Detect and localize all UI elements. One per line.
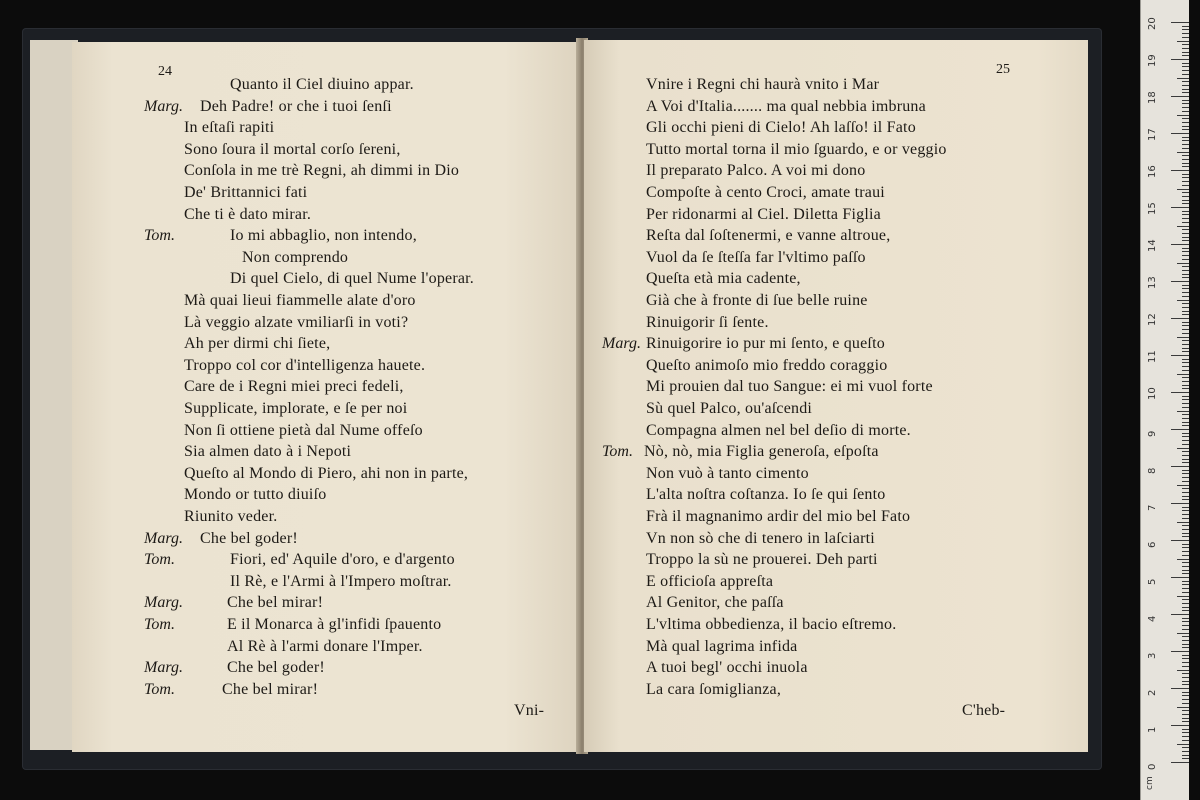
- ruler-minor-tick: [1182, 647, 1189, 648]
- speaker-label: Tom.: [144, 616, 175, 633]
- ruler-minor-tick: [1182, 314, 1189, 315]
- ruler-minor-tick: [1182, 729, 1189, 730]
- verse-line: Non comprendo: [242, 248, 349, 266]
- ruler-minor-tick: [1182, 451, 1189, 452]
- ruler-minor-tick: [1182, 536, 1189, 537]
- ruler-minor-tick: [1182, 666, 1189, 667]
- ruler-minor-tick: [1182, 547, 1189, 548]
- ruler-minor-tick: [1182, 377, 1189, 378]
- ruler-minor-tick: [1182, 52, 1189, 53]
- ruler-minor-tick: [1182, 325, 1189, 326]
- ruler-minor-tick: [1182, 544, 1189, 545]
- verse-line: Per ridonarmi al Ciel. Diletta Figlia: [646, 205, 881, 223]
- speaker-label: Marg.: [144, 659, 183, 677]
- ruler-minor-tick: [1182, 126, 1189, 127]
- ruler-minor-tick: [1182, 581, 1189, 582]
- left-page-number: 24: [158, 64, 172, 79]
- ruler-minor-tick: [1182, 307, 1189, 308]
- ruler-minor-tick: [1177, 559, 1189, 560]
- verse-line: Queſto animoſo mio freddo coraggio: [646, 356, 888, 374]
- ruler-tick: [1171, 133, 1189, 134]
- ruler-minor-tick: [1182, 63, 1189, 64]
- verse-line: Sono ſoura il mortal corſo ſereni,: [184, 140, 401, 158]
- ruler-minor-tick: [1177, 115, 1189, 116]
- ruler-label: 2: [1147, 689, 1158, 696]
- ruler-minor-tick: [1182, 181, 1189, 182]
- speaker-label: Marg.: [144, 97, 183, 115]
- ruler-minor-tick: [1182, 107, 1189, 108]
- ruler-minor-tick: [1182, 33, 1189, 34]
- ruler-minor-tick: [1182, 640, 1189, 641]
- ruler-minor-tick: [1182, 755, 1189, 756]
- ruler-minor-tick: [1182, 166, 1189, 167]
- ruler-minor-tick: [1182, 137, 1189, 138]
- ruler-minor-tick: [1182, 311, 1189, 312]
- ruler-minor-tick: [1182, 200, 1189, 201]
- ruler-minor-tick: [1177, 411, 1189, 412]
- ruler-minor-tick: [1182, 492, 1189, 493]
- ruler-minor-tick: [1182, 240, 1189, 241]
- verse-line: Quanto il Ciel diuino appar.: [230, 76, 414, 93]
- ruler-minor-tick: [1182, 48, 1189, 49]
- ruler-minor-tick: [1182, 684, 1189, 685]
- ruler-label: 13: [1147, 276, 1158, 289]
- right-catchword: C'heb-: [962, 702, 1006, 719]
- verse-line: Che bel goder!: [200, 529, 298, 547]
- ruler-minor-tick: [1182, 359, 1189, 360]
- ruler-label: 17: [1147, 128, 1158, 141]
- verse-line: De' Brittannici fati: [184, 184, 308, 201]
- ruler-minor-tick: [1182, 388, 1189, 389]
- ruler-label: 20: [1147, 17, 1158, 30]
- ruler-minor-tick: [1182, 118, 1189, 119]
- speaker-label: Tom.: [144, 551, 175, 569]
- verse-line: Mà quai lieui fiammelle alate d'oro: [184, 292, 416, 309]
- ruler-label: 12: [1147, 313, 1158, 326]
- verse-line: Non vuò à tanto cimento: [646, 464, 809, 482]
- verse-line: E il Monarca à gl'infidi ſpauento: [227, 616, 442, 633]
- ruler-minor-tick: [1182, 599, 1189, 600]
- ruler-minor-tick: [1182, 459, 1189, 460]
- ruler-minor-tick: [1182, 159, 1189, 160]
- verse-line: Tutto mortal torna il mio ſguardo, e or veggio: [646, 140, 947, 158]
- ruler-minor-tick: [1177, 522, 1189, 523]
- verse-line: Queſta età mia cadente,: [646, 270, 801, 288]
- verse-line: Il preparato Palco. A voi mi dono: [646, 162, 866, 180]
- ruler-minor-tick: [1182, 677, 1189, 678]
- verse-line: Già che à fronte di ſue belle ruine: [646, 292, 868, 309]
- ruler-minor-tick: [1182, 562, 1189, 563]
- ruler-minor-tick: [1177, 448, 1189, 449]
- ruler-minor-tick: [1182, 673, 1189, 674]
- speaker-label: Tom.: [144, 680, 175, 698]
- ruler-minor-tick: [1182, 340, 1189, 341]
- ruler-minor-tick: [1182, 573, 1189, 574]
- ruler-minor-tick: [1182, 636, 1189, 637]
- speaker-label: Marg.: [144, 594, 183, 612]
- ruler-tick: [1171, 244, 1189, 245]
- ruler-minor-tick: [1182, 140, 1189, 141]
- verse-line: Frà il magnanimo ardir del mio bel Fato: [646, 508, 911, 525]
- ruler-minor-tick: [1182, 403, 1189, 404]
- ruler-minor-tick: [1182, 621, 1189, 622]
- verse-line: Al Rè à l'armi donare l'Imper.: [227, 637, 423, 655]
- ruler-minor-tick: [1182, 55, 1189, 56]
- ruler-tick: [1171, 540, 1189, 541]
- ruler-minor-tick: [1182, 714, 1189, 715]
- left-page: [72, 42, 580, 752]
- ruler-tick: [1171, 281, 1189, 282]
- ruler-minor-tick: [1182, 381, 1189, 382]
- verse-line: E officioſa appreſta: [646, 572, 774, 590]
- ruler-minor-tick: [1182, 592, 1189, 593]
- ruler-minor-tick: [1182, 425, 1189, 426]
- ruler-label: 0: [1147, 763, 1158, 770]
- ruler-minor-tick: [1182, 266, 1189, 267]
- verse-line: Il Rè, e l'Armi à l'Impero moſtrar.: [230, 572, 452, 590]
- ruler-label: 10: [1147, 387, 1158, 400]
- verse-line: Vuol da ſe ſteſſa far l'vltimo paſſo: [646, 248, 866, 266]
- ruler-tick: [1171, 22, 1189, 23]
- ruler-minor-tick: [1182, 699, 1189, 700]
- ruler-label: 8: [1147, 467, 1158, 474]
- ruler-minor-tick: [1182, 584, 1189, 585]
- ruler-minor-tick: [1182, 507, 1189, 508]
- ruler-minor-tick: [1182, 570, 1189, 571]
- verse-line: In eſtaſi rapiti: [184, 119, 275, 137]
- ruler-minor-tick: [1182, 144, 1189, 145]
- ruler-minor-tick: [1182, 255, 1189, 256]
- ruler-minor-tick: [1182, 399, 1189, 400]
- ruler-minor-tick: [1182, 703, 1189, 704]
- ruler-minor-tick: [1182, 529, 1189, 530]
- ruler-minor-tick: [1182, 218, 1189, 219]
- ruler-minor-tick: [1182, 436, 1189, 437]
- ruler-minor-tick: [1182, 122, 1189, 123]
- ruler-minor-tick: [1182, 229, 1189, 230]
- ruler-minor-tick: [1182, 203, 1189, 204]
- ruler-minor-tick: [1182, 655, 1189, 656]
- verse-line: Care de i Regni miei preci fedeli,: [184, 378, 404, 396]
- ruler-minor-tick: [1177, 744, 1189, 745]
- speaker-label: Tom.: [144, 227, 175, 245]
- ruler-tick: [1171, 688, 1189, 689]
- ruler-minor-tick: [1182, 658, 1189, 659]
- verse-line: Conſola in me trè Regni, ah dimmi in Dio: [184, 162, 460, 180]
- ruler-minor-tick: [1177, 485, 1189, 486]
- verse-line: L'vltima obbedienza, il bacio eſtremo.: [646, 616, 897, 633]
- left-catchword: Vni-: [514, 702, 545, 719]
- ruler-minor-tick: [1182, 285, 1189, 286]
- ruler-minor-tick: [1182, 348, 1189, 349]
- verse-line: Nò, nò, mia Figlia generoſa, eſpoſta: [644, 443, 879, 461]
- ruler-minor-tick: [1182, 92, 1189, 93]
- ruler-minor-tick: [1182, 473, 1189, 474]
- verse-line: A Voi d'Italia....... ma qual nebbia imbruna: [646, 97, 926, 115]
- ruler-label: 6: [1147, 541, 1158, 548]
- ruler-minor-tick: [1182, 148, 1189, 149]
- ruler-minor-tick: [1177, 189, 1189, 190]
- ruler-minor-tick: [1182, 588, 1189, 589]
- ruler-minor-tick: [1177, 337, 1189, 338]
- speaker-label: Tom.: [602, 443, 633, 461]
- verse-line: L'alta noſtra coſtanza. Io ſe qui ſento: [646, 486, 886, 504]
- verse-line: Di quel Cielo, di quel Nume l'operar.: [230, 270, 475, 288]
- ruler-minor-tick: [1182, 362, 1189, 363]
- speaker-label: Marg.: [144, 529, 183, 547]
- verse-line: A tuoi begl' occhi inuola: [646, 659, 808, 677]
- ruler-minor-tick: [1182, 718, 1189, 719]
- ruler-minor-tick: [1182, 155, 1189, 156]
- ruler-minor-tick: [1182, 274, 1189, 275]
- right-page-number: 25: [996, 62, 1010, 77]
- ruler-minor-tick: [1182, 66, 1189, 67]
- ruler-label: 16: [1147, 165, 1158, 178]
- ruler-minor-tick: [1182, 214, 1189, 215]
- ruler-minor-tick: [1182, 351, 1189, 352]
- verse-line: Vn non sò che di tenero in laſciarti: [646, 529, 875, 547]
- verse-line: Riunito veder.: [184, 508, 278, 525]
- verse-line: Rinuigorire io pur mi ſento, e queſto: [646, 335, 885, 353]
- ruler-minor-tick: [1182, 85, 1189, 86]
- verse-line: Queſto al Mondo di Piero, ahi non in parte,: [184, 464, 469, 482]
- ruler-tick: [1171, 762, 1189, 763]
- ruler-tick: [1171, 170, 1189, 171]
- ruler-minor-tick: [1182, 618, 1189, 619]
- ruler-minor-tick: [1182, 29, 1189, 30]
- ruler-minor-tick: [1182, 237, 1189, 238]
- ruler-minor-tick: [1177, 633, 1189, 634]
- ruler-minor-tick: [1182, 292, 1189, 293]
- ruler-minor-tick: [1182, 758, 1189, 759]
- ruler-minor-tick: [1182, 499, 1189, 500]
- verse-line: Che bel mirar!: [227, 594, 324, 612]
- ruler-minor-tick: [1182, 603, 1189, 604]
- ruler-minor-tick: [1182, 695, 1189, 696]
- ruler-minor-tick: [1182, 692, 1189, 693]
- ruler-minor-tick: [1182, 303, 1189, 304]
- ruler-minor-tick: [1182, 488, 1189, 489]
- ruler-minor-tick: [1182, 407, 1189, 408]
- ruler-minor-tick: [1182, 455, 1189, 456]
- verse-line: Non ſi ottiene pietà dal Nume offeſo: [184, 421, 423, 439]
- ruler-minor-tick: [1182, 233, 1189, 234]
- ruler-minor-tick: [1182, 496, 1189, 497]
- ruler-minor-tick: [1182, 732, 1189, 733]
- ruler-label: 9: [1147, 430, 1158, 437]
- ruler-minor-tick: [1182, 26, 1189, 27]
- ruler-minor-tick: [1182, 625, 1189, 626]
- ruler-label: 15: [1147, 202, 1158, 215]
- ruler-tick: [1171, 96, 1189, 97]
- ruler-minor-tick: [1182, 518, 1189, 519]
- verse-line: Supplicate, implorate, e ſe per noi: [184, 400, 408, 417]
- verse-line: Mà qual lagrima infida: [646, 637, 798, 655]
- verse-line: Sia almen dato à i Nepoti: [184, 443, 352, 461]
- ruler-minor-tick: [1182, 555, 1189, 556]
- ruler-tick: [1171, 392, 1189, 393]
- ruler-tick: [1171, 651, 1189, 652]
- ruler-minor-tick: [1182, 525, 1189, 526]
- verse-line: Che ti è dato mirar.: [184, 205, 312, 223]
- ruler-minor-tick: [1182, 610, 1189, 611]
- verse-line: Che bel goder!: [227, 659, 325, 677]
- verse-line: Fiori, ed' Aquile d'oro, e d'argento: [230, 551, 455, 569]
- verse-line: Troppo la sù ne prouerei. Deh parti: [646, 551, 878, 569]
- ruler-tick: [1171, 725, 1189, 726]
- ruler-label: 11: [1147, 350, 1158, 363]
- ruler-label: 14: [1147, 239, 1158, 252]
- ruler-label: 1: [1147, 726, 1158, 733]
- ruler-minor-tick: [1182, 248, 1189, 249]
- ruler-minor-tick: [1177, 707, 1189, 708]
- ruler-minor-tick: [1182, 422, 1189, 423]
- ruler-minor-tick: [1182, 747, 1189, 748]
- verse-line: La cara ſomiglianza,: [646, 680, 782, 698]
- ruler-minor-tick: [1177, 78, 1189, 79]
- right-page: [584, 40, 1088, 752]
- ruler-label: 3: [1147, 652, 1158, 659]
- verse-line: Gli occhi pieni di Cielo! Ah laſſo! il Fato: [646, 119, 916, 137]
- ruler-minor-tick: [1182, 103, 1189, 104]
- ruler-minor-tick: [1182, 89, 1189, 90]
- verse-line: Compoſte à cento Croci, amate traui: [646, 184, 885, 201]
- verse-line: Al Genitor, che paſſa: [646, 594, 784, 612]
- ruler-minor-tick: [1182, 322, 1189, 323]
- ruler-tick: [1171, 59, 1189, 60]
- ruler-tick: [1171, 318, 1189, 319]
- ruler-minor-tick: [1182, 177, 1189, 178]
- verse-line: Troppo col cor d'intelligenza hauete.: [184, 356, 426, 374]
- ruler-minor-tick: [1182, 481, 1189, 482]
- ruler-tick: [1171, 577, 1189, 578]
- ruler-minor-tick: [1182, 470, 1189, 471]
- verse-line: Reſta dal ſoſtenermi, e vanne altroue,: [646, 227, 891, 245]
- ruler-minor-tick: [1182, 751, 1189, 752]
- ruler-minor-tick: [1182, 344, 1189, 345]
- ruler-minor-tick: [1182, 111, 1189, 112]
- ruler-minor-tick: [1182, 370, 1189, 371]
- ruler-minor-tick: [1182, 288, 1189, 289]
- ruler-minor-tick: [1182, 100, 1189, 101]
- ruler-label: 5: [1147, 578, 1158, 585]
- ruler-minor-tick: [1182, 70, 1189, 71]
- ruler-minor-tick: [1177, 41, 1189, 42]
- ruler-minor-tick: [1182, 566, 1189, 567]
- ruler-minor-tick: [1182, 211, 1189, 212]
- ruler-minor-tick: [1182, 414, 1189, 415]
- verse-line: Mondo or tutto diuiſo: [184, 486, 327, 504]
- verse-line: Compagna almen nel bel deſio di morte.: [646, 421, 911, 439]
- ruler-minor-tick: [1182, 296, 1189, 297]
- ruler-label: 7: [1147, 504, 1158, 511]
- ruler-minor-tick: [1177, 596, 1189, 597]
- ruler-minor-tick: [1182, 74, 1189, 75]
- ruler-minor-tick: [1182, 329, 1189, 330]
- ruler-minor-tick: [1182, 740, 1189, 741]
- ruler-minor-tick: [1182, 37, 1189, 38]
- ruler-minor-tick: [1182, 533, 1189, 534]
- ruler-minor-tick: [1182, 174, 1189, 175]
- ruler-minor-tick: [1182, 681, 1189, 682]
- ruler-minor-tick: [1182, 333, 1189, 334]
- verse-line: Ah per dirmi chi ſiete,: [184, 335, 331, 353]
- ruler-minor-tick: [1182, 736, 1189, 737]
- ruler-minor-tick: [1182, 385, 1189, 386]
- ruler-tick: [1171, 429, 1189, 430]
- verse-line: Vnire i Regni chi haurà vnito i Mar: [646, 76, 880, 93]
- speaker-label: Marg.: [602, 335, 641, 353]
- ruler-minor-tick: [1182, 251, 1189, 252]
- ruler-tick: [1171, 355, 1189, 356]
- measuring-ruler: [1140, 0, 1189, 800]
- ruler-minor-tick: [1182, 551, 1189, 552]
- verse-line: Mi prouien dal tuo Sangue: ei mi vuol forte: [646, 378, 933, 396]
- ruler-minor-tick: [1177, 226, 1189, 227]
- ruler-tick: [1171, 207, 1189, 208]
- page-edge-stack: [30, 40, 78, 750]
- ruler-minor-tick: [1182, 629, 1189, 630]
- ruler-label: 4: [1147, 615, 1158, 622]
- ruler-minor-tick: [1182, 259, 1189, 260]
- ruler-minor-tick: [1177, 263, 1189, 264]
- ruler-minor-tick: [1177, 374, 1189, 375]
- ruler-minor-tick: [1182, 607, 1189, 608]
- ruler-minor-tick: [1182, 129, 1189, 130]
- verse-line: Io mi abbaglio, non intendo,: [230, 227, 417, 245]
- ruler-minor-tick: [1182, 44, 1189, 45]
- ruler-minor-tick: [1182, 662, 1189, 663]
- ruler-tick: [1171, 466, 1189, 467]
- ruler-minor-tick: [1182, 510, 1189, 511]
- ruler-minor-tick: [1182, 514, 1189, 515]
- ruler-label: 19: [1147, 54, 1158, 67]
- verse-line: Sù quel Palco, ou'aſcendi: [646, 400, 813, 417]
- ruler-tick: [1171, 503, 1189, 504]
- ruler-minor-tick: [1177, 300, 1189, 301]
- ruler-tick: [1171, 614, 1189, 615]
- ruler-minor-tick: [1182, 222, 1189, 223]
- verse-line: Che bel mirar!: [222, 680, 319, 698]
- verse-line: Là veggio alzate vmiliarſi in voti?: [184, 313, 409, 331]
- ruler-minor-tick: [1182, 462, 1189, 463]
- ruler-minor-tick: [1182, 185, 1189, 186]
- ruler-minor-tick: [1182, 710, 1189, 711]
- ruler-minor-tick: [1182, 418, 1189, 419]
- ruler-label: 18: [1147, 91, 1158, 104]
- ruler-minor-tick: [1182, 196, 1189, 197]
- ruler-minor-tick: [1182, 366, 1189, 367]
- ruler-minor-tick: [1182, 644, 1189, 645]
- ruler-minor-tick: [1182, 477, 1189, 478]
- ruler-minor-tick: [1177, 152, 1189, 153]
- ruler-minor-tick: [1182, 721, 1189, 722]
- ruler-minor-tick: [1182, 396, 1189, 397]
- ruler-minor-tick: [1182, 270, 1189, 271]
- ruler-minor-tick: [1177, 670, 1189, 671]
- ruler-minor-tick: [1182, 163, 1189, 164]
- ruler-unit: cm: [1145, 776, 1155, 790]
- ruler-minor-tick: [1182, 81, 1189, 82]
- verse-line: Deh Padre! or che i tuoi ſenſi: [200, 97, 392, 115]
- ruler-minor-tick: [1182, 444, 1189, 445]
- ruler-minor-tick: [1182, 277, 1189, 278]
- ruler-minor-tick: [1182, 433, 1189, 434]
- ruler-minor-tick: [1182, 192, 1189, 193]
- ruler-minor-tick: [1182, 440, 1189, 441]
- verse-line: Rinuigorir ſi ſente.: [646, 313, 769, 331]
